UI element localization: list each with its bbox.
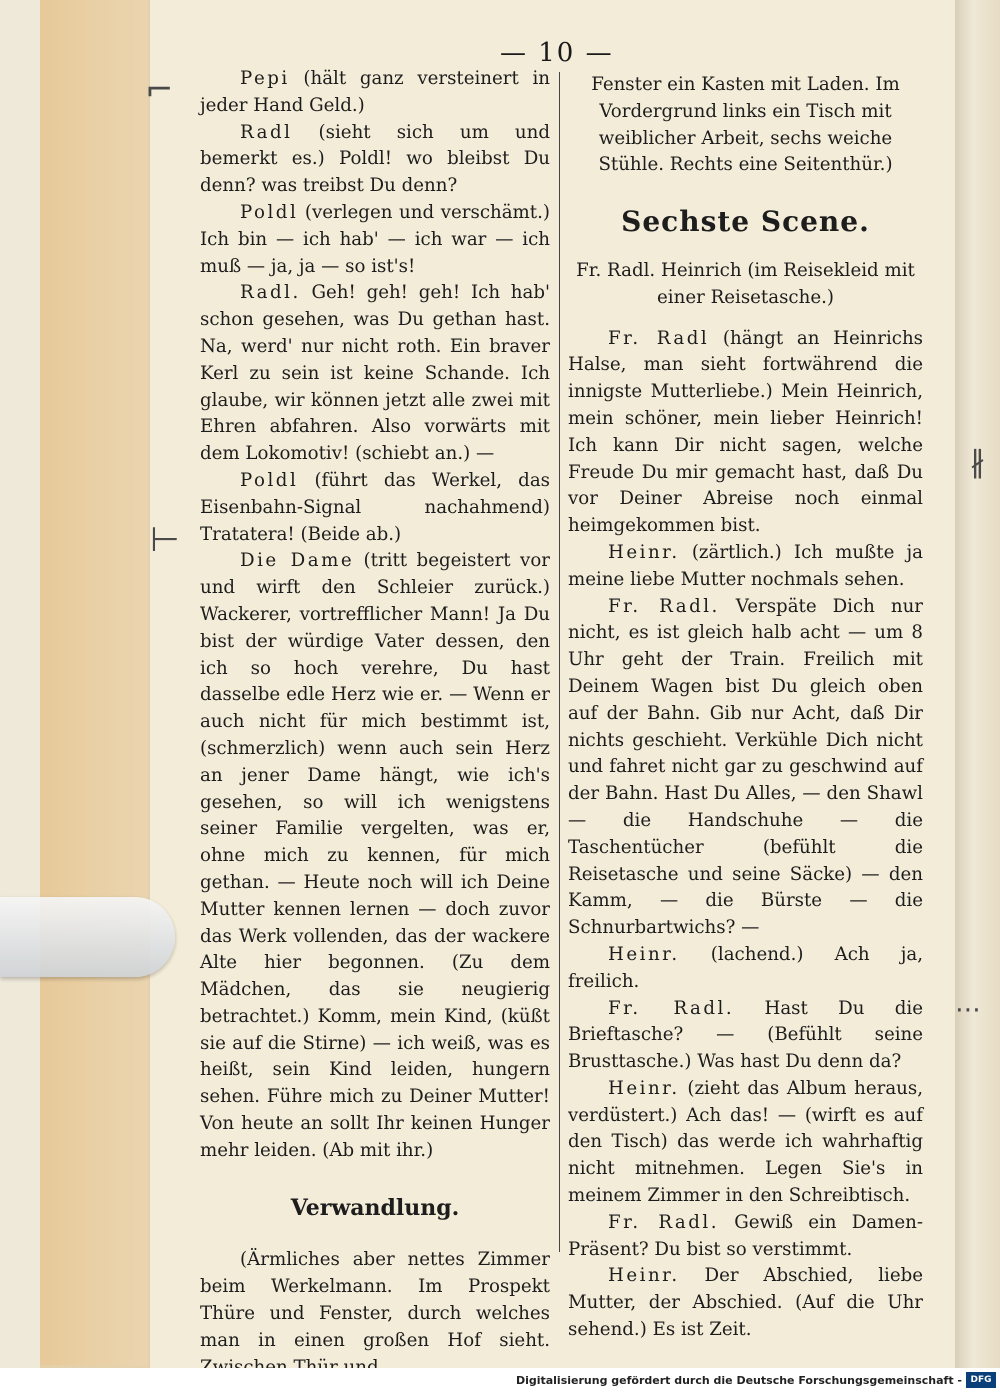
pencil-mark-margin: ∦: [970, 445, 985, 480]
dialogue-paragraph: [200, 468, 550, 548]
speaker-name: Die Dame: [240, 550, 355, 572]
speaker-name: Fr. Radl.: [608, 997, 735, 1019]
dialogue-text: (tritt begeistert vor und wirft den Schleier zurück.) Wackerer, vortrefflicher Mann! Ja Du bist der würdige Vater dessen, den ich so hoch verehre, Du hast dasselbe edle Herz wie er. — Wenn er auch nicht für mich bestimmt ist, (schmerzlich) wenn auch sein Herz an jener Dame hängt, wie ich's gesehen, so will ich wenigstens seiner Familie vergelten, was er, ohne mich zu kennen, für mich gethan. — Heute noch will ich Deine Mutter kennen lernen — doch zuvor das Werk vollenden, das der wackere Alte hier begonnen. (Zu dem Mädchen, das sie neugierig betrachtet.) Komm, mein Kind, (küßt sie auf die Stirne) — ich weiß, was es heißt, sein Kind leiden, hungern sehen. Führe mich zu Deiner Mutter! Von heute an sollt Ihr keinen Hunger mehr leiden. (Ab mit ihr.): [200, 550, 550, 1161]
left-column: [200, 66, 550, 1381]
dfg-logo: DFG: [966, 1372, 996, 1388]
pencil-mark-margin: ⋯: [955, 995, 981, 1025]
speaker-name: Fr. Radl.: [608, 595, 720, 617]
page-right-edge: [955, 0, 1000, 1368]
cast-list: Fr. Radl. Heinrich (im Reisekleid mit einer Reisetasche.): [576, 259, 915, 308]
dialogue-paragraph: [200, 280, 550, 468]
dialogue-paragraph: [568, 1210, 923, 1264]
dialogue-paragraph: [568, 540, 923, 594]
dialogue-text: Verspäte Dich nur nicht, es ist gleich halb acht — um 8 Uhr geht der Train. Freilich mit Deinem Wagen bist Du gleich oben auf der Bahn. Gib nur Acht, daß Dir nichts geschieht. Verkühle Dich nicht und fahret nicht gar zu geschwind auf der Bahn. Hast Du Alles, — den Shawl — die Handschuhe — die Taschentücher (befühlt die Reisetasche und seine Säcke) — den Kamm, — die Bürste — die Schnurbartwichs? —: [568, 595, 923, 939]
dialogue-paragraph: [200, 120, 550, 200]
dialogue-text: Der Abschied, liebe Mutter, der Abschied. (Auf die Uhr sehend.) Es ist Zeit.: [568, 1265, 923, 1341]
dialogue-text: (zieht das Album heraus, verdüstert.) Ach das! — (wirft es auf den Tisch) das werde ich wahrhaftig nicht mitnehmen. Legen Sie's in meinem Zimmer in den Schreibtisch.: [568, 1077, 923, 1207]
dialogue-paragraph: [568, 1076, 923, 1210]
dialogue-text: (verlegen und verschämt.) Ich bin — ich hab' — ich war — ich muß — ja, ja — so ist's!: [200, 201, 550, 277]
dialogue-paragraph: [568, 326, 923, 540]
speaker-name: Pepi: [240, 68, 290, 89]
page-number: — 10 —: [500, 38, 614, 68]
dialogue-text: (führt das Werkel, das Eisenbahn-Signal nachahmend) Tratatera! (Beide ab.): [200, 469, 550, 545]
speaker-name: Heinr.: [608, 1077, 680, 1099]
speaker-name: Heinr.: [608, 943, 680, 965]
speaker-name: Poldl: [240, 469, 299, 491]
digitization-footer: [0, 1368, 1000, 1393]
pencil-mark-margin: ⊢: [150, 520, 180, 560]
dialogue-paragraph: [568, 1263, 923, 1343]
column-divider: [559, 72, 560, 1252]
speaker-name: Poldl: [240, 201, 299, 223]
dialogue-paragraph: [568, 942, 923, 996]
dialogue-paragraph: [568, 594, 923, 942]
dialogue-text: (sieht sich um und bemerkt es.) Poldl! wo bleibst Du denn? was treibst Du denn?: [200, 121, 550, 197]
dialogue-text: (hängt an Heinrichs Halse, man sieht fortwährend die innigste Mutterliebe.) Mein Heinrich, mein schöner, mein lieber Heinrich! Ich kann Dir nicht sagen, welche Freude Du mir gemacht hast, daß Du vor Deiner Abreise noch einmal heimgekommen bist.: [568, 327, 923, 537]
dialogue-text: Geh! geh! geh! Ich hab' schon gesehen, was Du gethan hast. Na, werd' nur nicht roth. Ein braver Kerl zu sein ist keine Schande. Ich glaube, wir können jetzt alle zwei mit Ehren abfahren. Also vorwärts mit dem Lokomotiv! (schiebt an.) —: [200, 282, 550, 465]
speaker-name: Fr. Radl: [608, 327, 710, 349]
speaker-name: Radl: [240, 121, 293, 143]
book-edge-strip: [40, 0, 161, 1365]
speaker-name: Heinr.: [608, 1265, 680, 1287]
scene-change-heading: Verwandlung.: [290, 1194, 460, 1221]
dialogue-paragraph: [200, 66, 550, 120]
dialogue-text: Gewiß ein Damen-Präsent? Du bist so verstimmt.: [568, 1211, 923, 1260]
speaker-name: Radl.: [240, 282, 301, 304]
scene-heading: Sechste Scene.: [621, 205, 870, 239]
dialogue-text: (hält ganz versteinert in jeder Hand Geld.): [200, 68, 550, 116]
right-column: [568, 72, 923, 1344]
speaker-name: Heinr.: [608, 541, 680, 563]
speaker-name: Fr. Radl.: [608, 1211, 720, 1233]
dialogue-text: (zärtlich.) Ich mußte ja meine liebe Mutter nochmals sehen.: [568, 541, 923, 590]
dialogue-text: (lachend.) Ach ja, freilich.: [568, 943, 923, 992]
pencil-mark-margin: ⌐: [145, 70, 174, 110]
stage-direction: (Ärmliches aber nettes Zimmer beim Werkelmann. Im Prospekt Thüre und Fenster, durch welches man in einen großen Hof sieht.: [200, 1249, 550, 1351]
dialogue-paragraph: [568, 996, 923, 1076]
dialogue-paragraph: [200, 548, 550, 1164]
footer-credit: Digitalisierung gefördert durch die Deutsche Forschungsgemeinschaft -: [515, 1374, 962, 1387]
stage-direction: Fenster ein Kasten mit Laden. Im Vordergrund links ein Tisch mit weiblicher Arbeit, sechs weiche Stühle. Rechts eine Seitenthür.): [591, 74, 900, 176]
dialogue-paragraph: [200, 200, 550, 280]
dialogue-text: Hast Du die Brieftasche? — (Befühlt seine Brusttasche.) Was hast Du denn da?: [568, 997, 923, 1073]
page-clip: [0, 897, 175, 977]
